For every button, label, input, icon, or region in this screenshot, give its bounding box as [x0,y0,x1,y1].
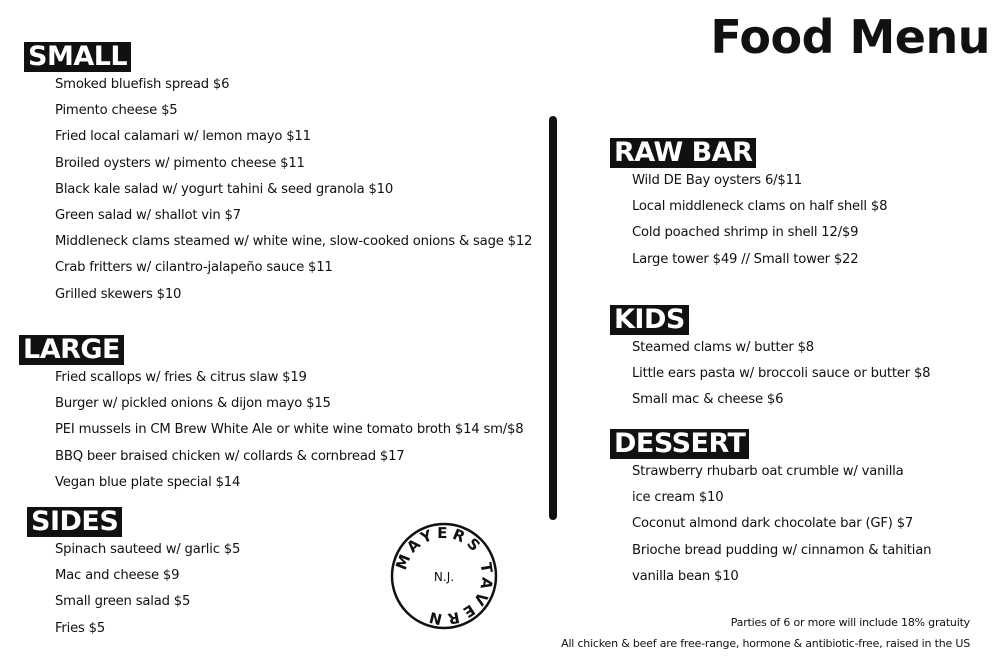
section-large [19,335,523,496]
menu-item: PEI mussels in CM Brew White Ale or white wine tomato broth $14 sm/$8 [55,422,524,438]
menu-item: Mac and cheese $9 [55,568,180,584]
menu-list-sides [55,537,240,642]
menu-item: Grilled skewers $10 [55,286,182,302]
menu-list-dessert [632,459,931,590]
menu-item: Small green salad $5 [55,594,191,610]
column-divider [549,116,557,520]
menu-item: Fries $5 [55,620,106,636]
section-header-sides: SIDES [27,507,122,537]
logo-center-text: N.J. [433,570,455,584]
page-title: Food Menu [710,10,990,64]
menu-list-raw-bar [632,168,887,273]
menu-item: Small mac & cheese $6 [632,392,784,408]
section-raw-bar [610,138,887,273]
section-sides [27,507,240,642]
footer-gratuity-note: Parties of 6 or more will include 18% gratuity [730,616,970,629]
menu-item: Broiled oysters w/ pimento cheese $11 [55,155,305,171]
menu-item: Strawberry rhubarb oat crumble w/ vanilla [632,464,904,479]
menu-item: Crab fritters w/ cilantro-jalapeño sauce $11 [55,260,333,276]
section-header-large: LARGE [19,335,124,365]
section-dessert [610,429,931,590]
section-small [24,42,532,308]
menu-item: vanilla bean $10 [632,568,739,584]
menu-item: Fried local calamari w/ lemon mayo $11 [55,129,311,145]
menu-item: BBQ beer braised chicken w/ collards & cornbread $17 [55,448,405,464]
tavern-logo-stamp-icon [390,522,498,630]
menu-list-small [55,72,532,308]
menu-item: Smoked bluefish spread $6 [55,77,230,92]
menu-item: Middleneck clams steamed w/ white wine, slow-cooked onions & sage $12 [55,234,533,250]
menu-item: Green salad w/ shallot vin $7 [55,208,241,224]
menu-item: Coconut almond dark chocolate bar (GF) $7 [632,516,914,532]
menu-item: Fried scallops w/ fries & citrus slaw $19 [55,370,307,385]
menu-item: Large tower $49 // Small tower $22 [632,251,859,267]
menu-list-large [55,365,523,496]
section-header-dessert: DESSERT [610,429,749,459]
section-kids [610,305,930,414]
menu-item: Little ears pasta w/ broccoli sauce or butter $8 [632,366,931,382]
menu-item: Black kale salad w/ yogurt tahini & seed granola $10 [55,181,394,197]
menu-item: Brioche bread pudding w/ cinnamon & tahitian [632,542,932,558]
menu-item: Vegan blue plate special $14 [55,474,241,490]
menu-item: Pimento cheese $5 [55,103,178,119]
menu-item: Local middleneck clams on half shell $8 [632,199,888,215]
section-header-small: SMALL [24,42,131,72]
section-header-raw-bar: RAW BAR [610,138,756,168]
section-header-kids: KIDS [610,305,689,335]
footer-sourcing-note: All chicken & beef are free-range, hormone & antibiotic-free, raised in the US [561,637,970,650]
menu-item: Spinach sauteed w/ garlic $5 [55,542,241,557]
menu-item: Steamed clams w/ butter $8 [632,340,814,355]
logo-ring-text: MAYERS TAVERN [392,523,497,629]
menu-item: Wild DE Bay oysters 6/$11 [632,173,802,188]
menu-item: Burger w/ pickled onions & dijon mayo $15 [55,396,331,412]
menu-list-kids [632,335,930,414]
menu-item: Cold poached shrimp in shell 12/$9 [632,225,859,241]
menu-item: ice cream $10 [632,490,724,506]
